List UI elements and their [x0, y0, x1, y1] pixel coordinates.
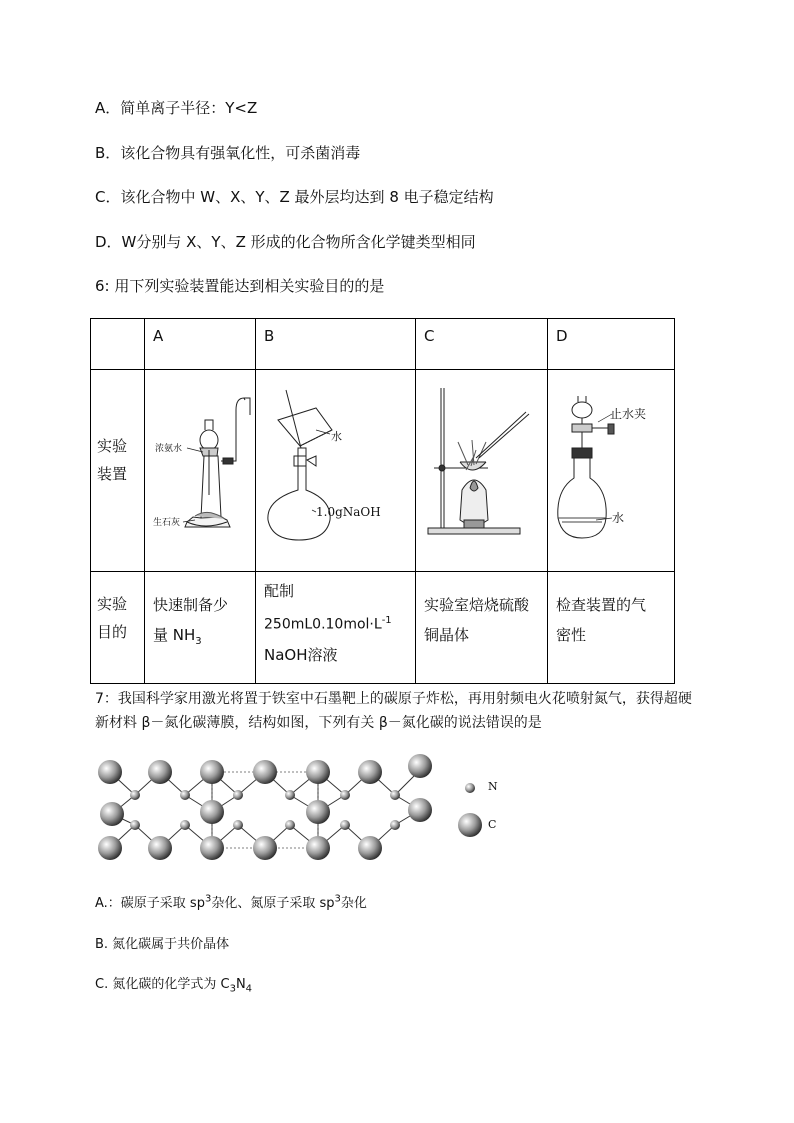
purpose-d: 检查装置的气 密性 — [556, 596, 647, 644]
option-7b: B. 氮化碳属于共价晶体 — [95, 937, 230, 952]
legend-n-atom — [465, 783, 475, 793]
option-7c: C. 氮化碳的化学式为 $C_3N_4$ — [95, 977, 253, 995]
label-quicklime: 生石灰 — [153, 518, 181, 528]
legend-n-label: N — [488, 780, 498, 793]
label-d-water: 水 — [612, 511, 625, 525]
legend-c-label: C — [488, 818, 497, 831]
question-6-title: 6: 用下列实验装置能达到相关实验目的的是 — [95, 277, 385, 295]
header-b: B — [264, 327, 275, 345]
header-d: D — [556, 327, 568, 345]
purpose-a: 快速制备少 量 $NH_3$ — [153, 596, 229, 647]
option-5a: A．简单离子半径：Y<Z — [95, 99, 258, 117]
purpose-c: 实验室焙烧硫酸 铜晶体 — [424, 596, 530, 644]
option-7a: A.：碳原子采取 $sp^3$杂化、氮原子采取 $sp^3$杂化 — [95, 893, 367, 911]
carbon-nitride-structure-diagram — [90, 750, 510, 870]
option-5c: C．该化合物中 W、X、Y、Z 最外层均达到 8 电子稳定结构 — [95, 188, 494, 206]
header-a: A — [153, 327, 164, 345]
label-d-clip: 止水夹 — [610, 407, 647, 421]
row-label-device: 实验 装置 — [97, 437, 128, 483]
option-5b: B．该化合物具有强氧化性，可杀菌消毒 — [95, 144, 361, 162]
question-7-text: 7：我国科学家用激光将置于铁室中石墨靶上的碳原子炸松，再用射频电火花喷射氮气，获得超硬新材料 β－氮化碳薄膜，结构如图，下列有关 β－氮化碳的说法错误的是 — [95, 691, 692, 731]
label-b-naoh: 1.0gNaOH — [316, 505, 381, 519]
header-empty-cell — [91, 319, 145, 370]
header-c: C — [424, 327, 435, 345]
purpose-b: 配制 $250mL0.10mol\cdot L^{-1}$ NaOH溶液 — [264, 582, 392, 664]
apparatus-d-diagram — [548, 370, 674, 571]
apparatus-c-diagram — [416, 370, 547, 571]
apparatus-a-diagram — [145, 370, 255, 571]
apparatus-b-diagram — [256, 370, 415, 571]
experiment-table — [90, 318, 675, 684]
legend-c-atom — [458, 813, 482, 837]
label-conc-ammonia: 浓氨水 — [155, 444, 183, 454]
label-b-water: 水 — [331, 430, 342, 443]
row-label-purpose: 实验 目的 — [97, 595, 128, 641]
option-5d: D．W分别与 X、Y、Z 形成的化合物所含化学键类型相同 — [95, 233, 476, 251]
